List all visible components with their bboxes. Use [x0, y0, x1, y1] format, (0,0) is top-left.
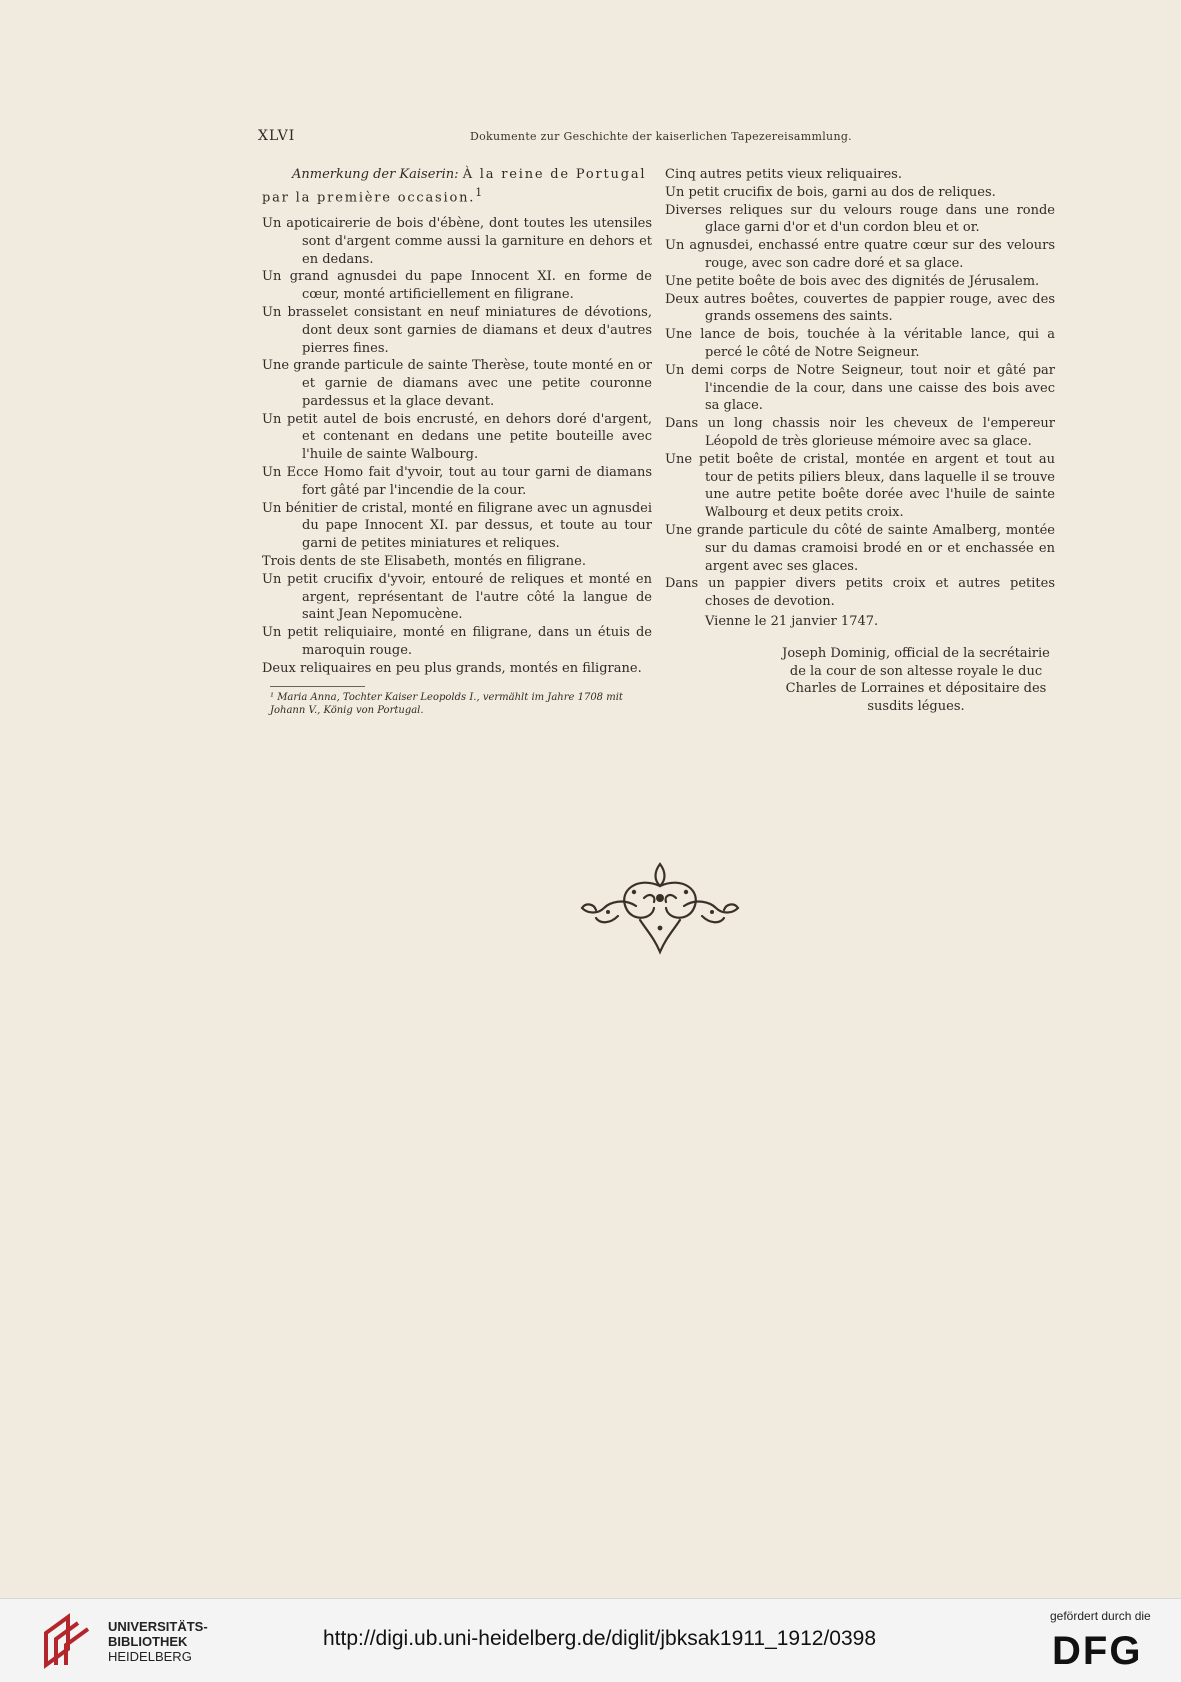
page-number: XLVI: [258, 128, 296, 144]
inventory-entry: Une grande particule du côté de sainte Amalberg, montée sur du damas cramoisi brodé en or et enchassée en argent avec ses glaces.: [665, 522, 1055, 574]
inventory-entry: Un petit autel de bois encrusté, en dehors doré d'argent, et contenant en dedans une petite bouteille avec l'huile de sainte Walbourg.: [262, 411, 652, 463]
intro-spaced: À la reine de Portugal par la première occasion.: [262, 167, 647, 206]
intro-note: [262, 166, 652, 207]
inventory-entry: Un petit crucifix d'yvoir, entouré de reliques et monté en argent, représentant de l'autre côté la langue de saint Jean Nepomucène.: [262, 571, 652, 623]
inventory-entry: Un apoticairerie de bois d'ébène, dont toutes les utensiles sont d'argent comme aussi la garniture en dehors et en dedans.: [262, 215, 652, 267]
inventory-entry: Une grande particule de sainte Therèse, toute monté en or et garnie de diamans avec une petite couronne pardessus et la glace devant.: [262, 358, 652, 409]
inventory-entry: Un Ecce Homo fait d'yvoir, tout au tour garni de diamans fort gâté par l'incendie de la cour.: [262, 465, 652, 498]
inventory-entry: Un demi corps de Notre Seigneur, tout noir et gâté par l'incendie de la cour, dans une caisse des bois avec sa glace.: [665, 362, 1055, 414]
permalink-url[interactable]: http://digi.ub.uni-heidelberg.de/diglit/jbksak1911_1912/0398: [323, 1627, 877, 1650]
dfg-logo: DFG: [1052, 1629, 1143, 1673]
inventory-entry: Un bénitier de cristal, monté en filigrane avec un agnusdei du pape Innocent XI. par dessus, et toute au tour garni de petites miniatures et reliques.: [262, 500, 652, 552]
inventory-entry: Un agnusdei, enchassé entre quatre cœur sur des velours rouge, avec son cadre doré et sa glace.: [665, 238, 1055, 271]
library-name-line-1: UNIVERSITÄTS-: [108, 1619, 208, 1634]
inventory-entry: Deux autres boêtes, couvertes de pappier rouge, avec des grands ossemens des saints.: [665, 291, 1055, 325]
inventory-entry: Dans un pappier divers petits croix et autres petites choses de devotion.: [665, 576, 1055, 610]
inventory-entry: Un grand agnusdei du pape Innocent XI. en forme de cœur, monté artificiellement en filigrane.: [262, 269, 652, 303]
inventory-entry: Un petit crucifix de bois, garni au dos de reliques.: [665, 184, 996, 200]
library-name: [108, 1619, 208, 1664]
footnote-rule: [270, 686, 365, 687]
inventory-entry: Un brasselet consistant en neuf miniatures de dévotions, dont deux sont garnies de diamans et deux d'autres pierres fines.: [262, 304, 652, 356]
right-entry-list: [665, 166, 1055, 611]
inventory-entry: Cinq autres petits vieux reliquaires.: [665, 167, 902, 182]
library-name-line-2: BIBLIOTHEK: [108, 1634, 188, 1649]
left-column: [262, 166, 652, 717]
inventory-entry: Deux reliquaires en peu plus grands, montés en filigrane.: [262, 660, 642, 676]
intro-italic: Anmerkung der Kaiserin:: [292, 167, 459, 182]
inventory-entry: Trois dents de ste Elisabeth, montés en filigrane.: [262, 554, 586, 570]
left-entry-list: [262, 215, 652, 678]
inventory-entry: Diverses reliques sur du velours rouge dans une ronde glace garni d'or et d'un cordon bleu et or.: [665, 202, 1055, 236]
footnote-mark: 1: [475, 185, 483, 199]
decorative-ornament-icon: [574, 858, 746, 958]
funding-label: gefördert durch die: [1050, 1609, 1151, 1623]
running-title: Dokumente zur Geschichte der kaiserlichen Tapezereisammlung.: [470, 130, 852, 143]
document-date: Vienne le 21 janvier 1747.: [705, 613, 879, 629]
inventory-entry: Une petit boête de cristal, montée en argent et tout au tour de petits piliers bleux, dans laquelle il se trouve une autre petite boête dorée avec l'huile de sainte Walbourg et deux petits croix.: [665, 451, 1055, 521]
inventory-entry: Un petit reliquiaire, monté en filigrane, dans un étuis de maroquin rouge.: [262, 625, 652, 659]
inventory-entry: Une lance de bois, touchée à la véritable lance, qui a percé le côté de Notre Seigneur.: [665, 327, 1055, 360]
right-column: [665, 166, 1055, 716]
inventory-entry: Une petite boête de bois avec des dignités de Jérusalem.: [665, 273, 1040, 289]
signature-block: Joseph Dominig, official de la secrétairie de la cour de son altesse royale le duc Charles de Lorraines et dépositaire des susdits légues.: [782, 645, 1050, 715]
footnote: ¹ Maria Anna, Tochter Kaiser Leopolds I., vermählt im Jahre 1708 mit Johann V., König von Portugal.: [270, 691, 623, 716]
university-library-logo-icon: [40, 1611, 98, 1669]
library-name-line-3: HEIDELBERG: [108, 1649, 192, 1664]
footer-bar: [0, 1598, 1181, 1682]
inventory-entry: Dans un long chassis noir les cheveux de l'empereur Léopold de très glorieuse mémoire avec sa glace.: [665, 416, 1055, 449]
